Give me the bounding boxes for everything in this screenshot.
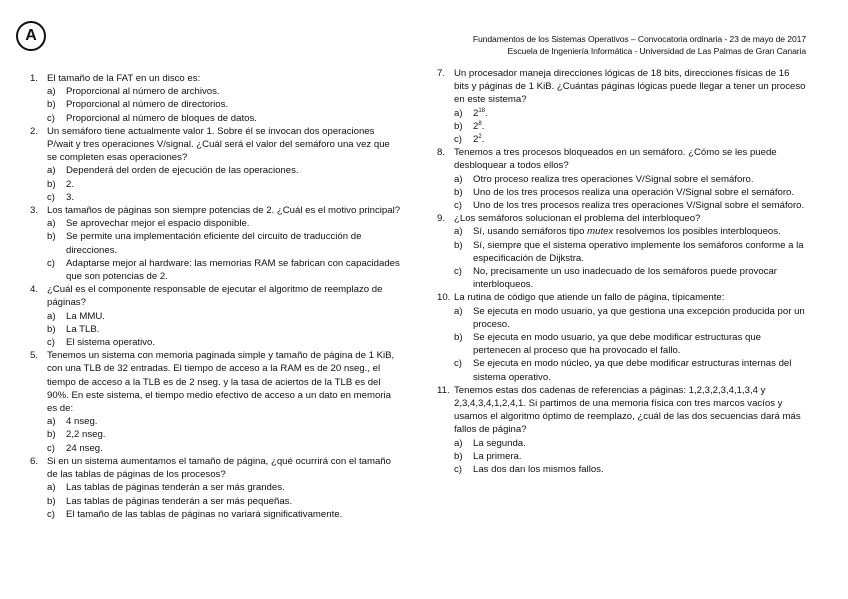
option-text: No, precisamente un uso inadecuado de los semáforos puede provocar interbloqueos. bbox=[473, 266, 777, 291]
question-text: Un procesador maneja direcciones lógicas de 18 bits, direcciones físicas de 16 bits y páginas de 1 KiB. ¿Cuántas páginas lógicas puede llegar a tener un proceso en este sistema? bbox=[454, 68, 806, 106]
option-label: b) bbox=[47, 178, 56, 190]
question-number: 6. bbox=[30, 455, 39, 467]
question-number: 7. bbox=[437, 68, 446, 79]
option-label: c) bbox=[47, 191, 55, 203]
option-label: c) bbox=[47, 112, 55, 124]
option-label: b) bbox=[47, 323, 56, 335]
option-text: Uno de los tres procesos realiza una operación V/Signal sobre el semáforo. bbox=[473, 186, 795, 198]
option-text: Adaptarse mejor al hardware: las memorias RAM se fabrican con capacidades que son potencias de 2. bbox=[66, 257, 400, 283]
header-title: Fundamentos de los Sistemas Operativos – Convocatoria ordinaria - 23 de mayo de 2017 bbox=[472, 34, 806, 44]
option-text: 4 nseg. bbox=[66, 416, 98, 428]
option-text: Las tablas de páginas tenderán a ser más pequeñas. bbox=[66, 495, 293, 507]
option-label: b) bbox=[454, 120, 463, 132]
option-text: El tamaño de las tablas de páginas no variará significativamente. bbox=[66, 508, 343, 520]
question-8 bbox=[437, 146, 807, 212]
option-text: El sistema operativo. bbox=[66, 337, 156, 349]
option-label: c) bbox=[47, 337, 55, 349]
option-text: Se ejecuta en modo núcleo, ya que debe modificar estructuras internas del sistema operativo. bbox=[473, 358, 792, 383]
option-label: b) bbox=[47, 495, 56, 507]
option-a bbox=[454, 305, 807, 331]
option-label: a) bbox=[47, 86, 56, 98]
option-b bbox=[454, 239, 807, 265]
option-text: La TLB. bbox=[66, 323, 100, 335]
option-text: 3. bbox=[66, 191, 75, 203]
question-text: Tenemos estas dos cadenas de referencias a páginas: 1,2,3,2,3,4,1,3,4 y 2,3,4,3,4,1,2,4,1. Si partimos de una memoria física con tres marcos vacíos y usamos el algoritmo óptimo de reemplazo, ¿cuál de las dos secuencias dará más fallos de página? bbox=[454, 384, 801, 436]
option-c bbox=[47, 257, 402, 283]
exam-version-badge bbox=[16, 21, 46, 51]
option-text: Las tablas de páginas tenderán a ser más grandes. bbox=[66, 482, 285, 494]
option-label: b) bbox=[454, 450, 463, 462]
left-column bbox=[30, 72, 402, 521]
option-c bbox=[454, 199, 807, 212]
option-label: c) bbox=[47, 257, 55, 269]
option-text: Proporcional al número de bloques de datos. bbox=[66, 112, 257, 124]
header-institution: Escuela de Ingeniería Informática - Universidad de Las Palmas de Gran Canaria bbox=[507, 45, 806, 56]
option-text-emphasis: mutex bbox=[587, 226, 614, 238]
question-text: Tenemos a tres procesos bloqueados en un semáforo. ¿Cómo se les puede desbloquear a todos ellos? bbox=[454, 147, 777, 172]
option-label: b) bbox=[454, 239, 463, 251]
option-a bbox=[47, 85, 402, 98]
option-text-post: resolvemos los posibles interbloqueos. bbox=[613, 226, 781, 238]
option-a bbox=[47, 310, 402, 323]
question-text: ¿Los semáforos solucionan el problema del interbloqueo? bbox=[454, 213, 701, 225]
option-text: Se ejecuta en modo usuario, ya que debe modificar estructuras que pertenecen al proceso que ha provocado el fallo. bbox=[473, 332, 761, 357]
question-number: 2. bbox=[30, 125, 39, 137]
option-b bbox=[47, 323, 402, 336]
option-label: a) bbox=[454, 437, 463, 449]
option-text: 24 nseg. bbox=[66, 442, 103, 454]
question-5 bbox=[30, 349, 402, 455]
option-label: a) bbox=[47, 165, 56, 177]
option-label: c) bbox=[47, 508, 55, 520]
option-a bbox=[47, 481, 402, 494]
option-label: b) bbox=[47, 99, 56, 111]
option-c bbox=[454, 463, 807, 476]
option-c bbox=[47, 112, 402, 125]
option-text: Se aprovechar mejor el espacio disponible. bbox=[66, 218, 250, 230]
option-label: c) bbox=[454, 464, 462, 476]
question-7 bbox=[437, 67, 807, 146]
option-text: Proporcional al número de archivos. bbox=[66, 86, 220, 98]
option-c bbox=[47, 191, 402, 204]
option-label: a) bbox=[454, 107, 463, 119]
question-10 bbox=[437, 291, 807, 383]
option-label: c) bbox=[47, 442, 55, 454]
question-text: Un semáforo tiene actualmente valor 1. Sobre él se invocan dos operaciones P/wait y tres operaciones V/signal. ¿Cuál será el valor del semáforo una vez que se completen esas operaciones? bbox=[47, 125, 390, 164]
option-text: 2,2 nseg. bbox=[66, 429, 106, 441]
option-text: Dependerá del orden de ejecución de las operaciones. bbox=[66, 165, 299, 177]
option-text: Se permite una implementación eficiente del circuito de traducción de direcciones. bbox=[66, 231, 362, 256]
option-label: a) bbox=[47, 218, 56, 230]
option-label: b) bbox=[47, 429, 56, 441]
question-11 bbox=[437, 384, 807, 476]
option-b bbox=[454, 331, 807, 357]
option-label: a) bbox=[454, 226, 463, 238]
option-a bbox=[454, 437, 807, 450]
question-number: 10. bbox=[437, 292, 451, 304]
question-text: La rutina de código que atiende un fallo de página, típicamente: bbox=[454, 292, 725, 304]
option-tail: . bbox=[481, 134, 485, 146]
option-label: a) bbox=[47, 416, 56, 428]
right-question-list bbox=[437, 291, 807, 476]
option-text: La MMU. bbox=[66, 310, 105, 322]
option-label: c) bbox=[454, 134, 462, 146]
question-3 bbox=[30, 204, 402, 283]
option-text: La segunda. bbox=[473, 437, 526, 449]
option-c bbox=[47, 336, 402, 349]
option-b bbox=[47, 495, 402, 508]
question-1 bbox=[30, 72, 402, 125]
power-base: 2 bbox=[473, 107, 479, 119]
power-exponent: 18 bbox=[478, 107, 486, 114]
option-tail: . bbox=[485, 107, 488, 119]
question-number: 11. bbox=[437, 384, 450, 396]
option-a bbox=[47, 415, 402, 428]
question-9 bbox=[437, 212, 807, 291]
power-exponent: 2 bbox=[478, 133, 482, 140]
option-b bbox=[47, 428, 402, 441]
option-text: Otro proceso realiza tres operaciones V/Signal sobre el semáforo. bbox=[473, 173, 754, 185]
option-a bbox=[454, 173, 807, 186]
question-text: Tenemos un sistema con memoria paginada simple y tamaño de página de 1 KiB, con una TLB de 32 entradas. El tiempo de acceso a la RAM es de 20 nseg., el tiempo de acceso a la TLB es de 2 nseg. y la tasa de aciertos de la TLB es del 90%. En este sistema, el tiempo medio efectivo de acceso a un dato en memoria es de: bbox=[47, 350, 395, 415]
option-label: c) bbox=[454, 358, 462, 370]
option-label: a) bbox=[454, 173, 463, 185]
option-label: c) bbox=[454, 266, 462, 278]
option-label: c) bbox=[454, 200, 462, 212]
question-4 bbox=[30, 283, 402, 349]
option-b bbox=[454, 186, 807, 199]
option-label: b) bbox=[454, 186, 463, 198]
power-base: 2 bbox=[473, 134, 479, 146]
option-c bbox=[47, 508, 402, 521]
question-number: 8. bbox=[437, 147, 446, 159]
option-label: b) bbox=[454, 332, 463, 344]
option-text: La primera. bbox=[473, 450, 522, 462]
option-text: Uno de los tres procesos realiza tres operaciones V/Signal sobre el semáforo. bbox=[473, 200, 805, 212]
option-c bbox=[47, 442, 402, 455]
option-text: Se ejecuta en modo usuario, ya que gestiona una excepción producida por un proceso. bbox=[473, 305, 805, 330]
badge-letter: A bbox=[25, 27, 37, 44]
option-label: a) bbox=[47, 310, 56, 322]
option-a bbox=[47, 217, 402, 230]
option-text: Proporcional al número de directorios. bbox=[66, 99, 229, 111]
power-exponent: 8 bbox=[478, 120, 482, 127]
option-a bbox=[454, 107, 807, 120]
question-number: 4. bbox=[30, 284, 39, 296]
option-label: b) bbox=[47, 231, 56, 243]
question-number: 3. bbox=[30, 205, 39, 217]
option-b bbox=[47, 98, 402, 111]
question-number: 9. bbox=[437, 213, 446, 225]
option-text-pre: Sí, usando semáforos tipo bbox=[473, 226, 588, 238]
question-number: 5. bbox=[30, 350, 39, 362]
option-tail: . bbox=[481, 120, 485, 132]
question-number: 1. bbox=[30, 73, 39, 84]
option-text: 2. bbox=[66, 178, 75, 190]
option-c bbox=[454, 265, 807, 291]
question-text: Los tamaños de páginas son siempre potencias de 2. ¿Cuál es el motivo principal? bbox=[47, 205, 401, 217]
option-label: a) bbox=[454, 305, 463, 317]
option-b bbox=[47, 178, 402, 191]
option-text: Sí, siempre que el sistema operativo implemente los semáforos conforme a la especificación de Dijkstra. bbox=[473, 239, 804, 264]
option-b bbox=[47, 230, 402, 256]
option-label: a) bbox=[47, 482, 56, 494]
option-a bbox=[47, 164, 402, 177]
option-b bbox=[454, 450, 807, 463]
option-b bbox=[454, 120, 807, 133]
option-c bbox=[454, 133, 807, 146]
option-a bbox=[454, 225, 807, 238]
right-column bbox=[437, 67, 807, 476]
option-text: Las dos dan los mismos fallos. bbox=[473, 464, 604, 476]
power-base: 2 bbox=[473, 120, 479, 132]
question-text: Si en un sistema aumentamos el tamaño de página, ¿qué ocurrirá con el tamaño de las tablas de páginas de los procesos? bbox=[47, 455, 391, 481]
option-c bbox=[454, 357, 807, 383]
question-text: El tamaño de la FAT en un disco es: bbox=[47, 73, 201, 84]
exam-header bbox=[473, 34, 806, 57]
question-text: ¿Cuál es el componente responsable de ejecutar el algoritmo de reemplazo de páginas? bbox=[47, 284, 383, 309]
question-2 bbox=[30, 125, 402, 204]
question-6 bbox=[30, 455, 402, 521]
